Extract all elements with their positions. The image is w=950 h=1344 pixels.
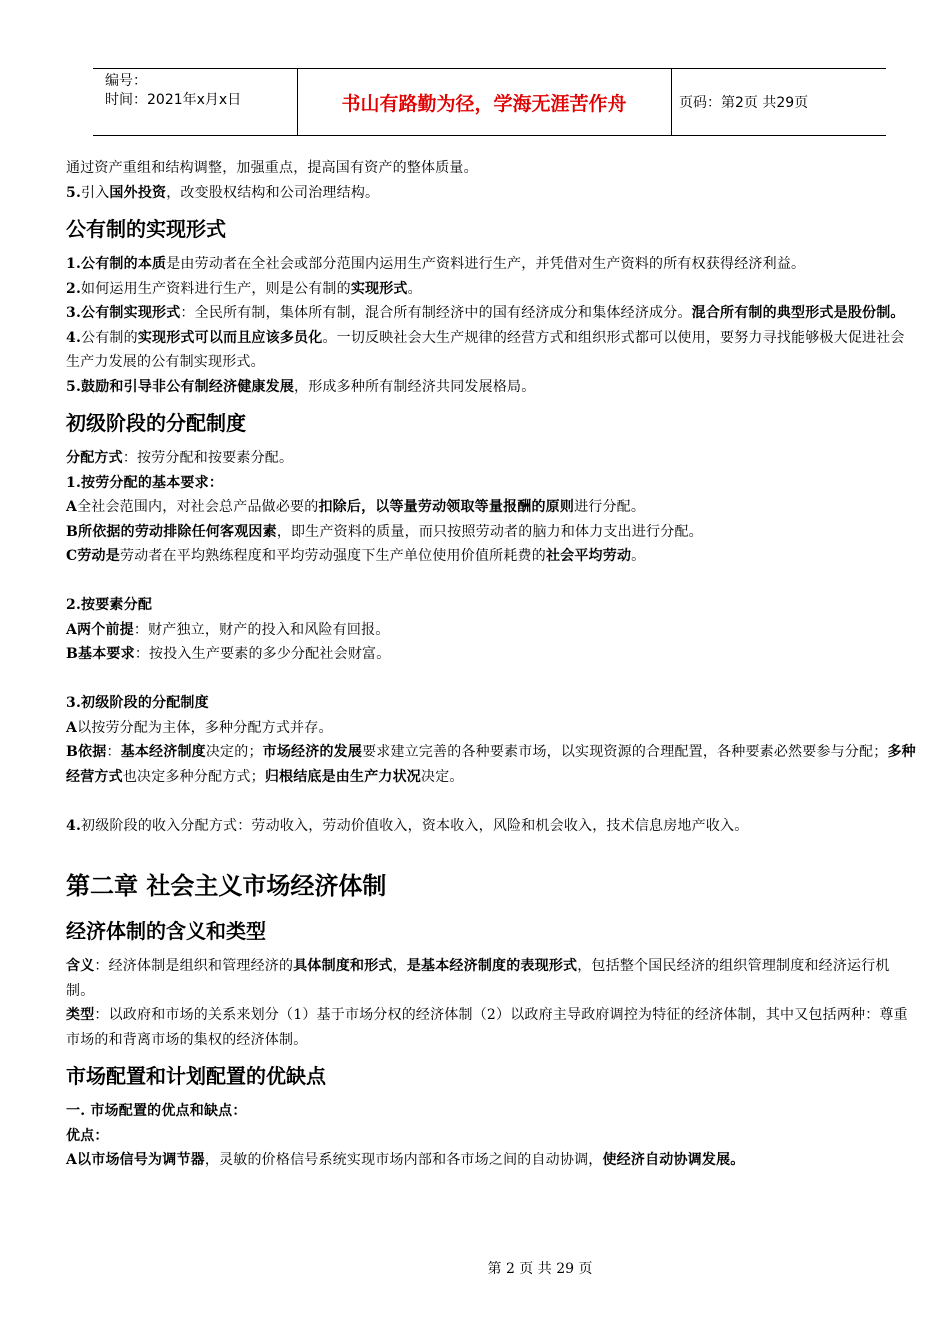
paragraph: 通过资产重组和结构调整，加强重点，提高国有资产的整体质量。 bbox=[66, 160, 478, 176]
bold-text-run: 一. 市场配置的优点和缺点： bbox=[66, 1103, 247, 1119]
paragraph bbox=[66, 1124, 916, 1149]
bold-text-run: 是基本经济制度的表现形式 bbox=[406, 958, 578, 974]
text-run: ，形成多种所有制经济共同发展格局。 bbox=[294, 378, 536, 395]
text-run: 决定。 bbox=[421, 768, 464, 785]
paragraph bbox=[66, 520, 916, 545]
document-body bbox=[66, 156, 916, 1173]
paragraph bbox=[66, 326, 916, 375]
bold-text-run: 社会平均劳动 bbox=[545, 548, 632, 564]
bold-text-run: 1.按劳分配的基本要求： bbox=[66, 474, 224, 491]
text-run: 进行分配。 bbox=[574, 499, 646, 515]
bold-text-run: 2.按要素分配 bbox=[66, 597, 153, 613]
bold-text-run: 4. bbox=[66, 329, 82, 346]
paragraph bbox=[66, 1003, 916, 1052]
bold-text-run: 3.初级阶段的分配制度 bbox=[66, 695, 209, 711]
text-run: ：按劳分配和按要素分配。 bbox=[122, 450, 294, 466]
bold-text-run: B基本要求 bbox=[66, 646, 135, 662]
bold-text-run: 2. bbox=[66, 280, 82, 297]
text-run: 引入 bbox=[81, 184, 110, 201]
bold-text-run: 5. bbox=[66, 184, 82, 201]
text-run: ： bbox=[106, 744, 121, 760]
bold-text-run: A以市场信号为调节器 bbox=[66, 1152, 205, 1168]
header-page-info: 页码：第2页 共29页 bbox=[679, 95, 809, 111]
text-run: 劳动者在平均熟练程度和平均劳动强度下生产单位使用价值所耗费的 bbox=[119, 548, 546, 564]
paragraph bbox=[66, 446, 916, 471]
bold-text-run: A bbox=[66, 499, 78, 515]
text-run: ：以政府和市场的关系来划分（1）基于市场分权的经济体制（2）以政府主导政府调控为特征的经济体制，其中又包括两种：尊重市场的和背离市场的集权的经济体制。 bbox=[66, 1007, 908, 1048]
bold-text-run: C劳动是 bbox=[66, 548, 120, 564]
text-run: ，包括整个国民经济的组织管理制度和经济运行机制。 bbox=[66, 958, 890, 999]
paragraph bbox=[66, 181, 916, 206]
paragraph bbox=[66, 740, 916, 789]
paragraph bbox=[66, 471, 916, 496]
bold-text-run: 归根结底是由生产力状况 bbox=[264, 768, 422, 785]
spacer bbox=[66, 667, 916, 692]
paragraph bbox=[66, 252, 916, 277]
header-meta bbox=[105, 72, 295, 110]
text-run: 以按劳分配为主体，多种分配方式并存。 bbox=[77, 719, 333, 736]
header-motto: 书山有路勤为径，学海无涯苦作舟 bbox=[341, 92, 627, 115]
paragraph bbox=[66, 1148, 916, 1173]
text-run: 。 bbox=[631, 548, 646, 564]
bold-text-run: B所依据的劳动排除任何客观因素 bbox=[66, 523, 277, 540]
text-run: 初级阶段的收入分配方式：劳动收入，劳动价值收入，资本收入，风险和机会收入，技术信息房地产收入。 bbox=[81, 817, 749, 834]
paragraph bbox=[66, 1099, 916, 1124]
spacer bbox=[66, 789, 916, 814]
header-number-label: 编号： bbox=[105, 73, 147, 89]
text-run: ， bbox=[392, 958, 407, 974]
text-run: 如何运用生产资料进行生产，则是公有制的 bbox=[81, 280, 351, 297]
page-header bbox=[93, 68, 886, 136]
text-run: 公有制的 bbox=[81, 329, 138, 346]
text-run: 决定的； bbox=[205, 744, 263, 760]
bold-text-run: 扣除后，以等量劳动领取等量报酬的原则 bbox=[318, 499, 575, 515]
paragraph bbox=[66, 544, 916, 569]
bold-text-run: 分配方式 bbox=[66, 450, 123, 466]
paragraph bbox=[66, 814, 916, 839]
bold-text-run: A两个前提 bbox=[66, 621, 134, 638]
bold-text-run: 基本经济制度 bbox=[120, 744, 206, 760]
bold-text-run: 实现形式可以而且应该多员化 bbox=[137, 329, 323, 346]
bold-text-run: 混合所有制的典型形式是股份制。 bbox=[691, 305, 905, 321]
text-run: ：财产独立，财产的投入和风险有回报。 bbox=[133, 621, 390, 638]
bold-text-run: B依据 bbox=[66, 744, 107, 760]
bold-text-run: 5.鼓励和引导非公有制经济健康发展 bbox=[66, 378, 295, 395]
header-divider-right bbox=[671, 68, 672, 136]
header-bottom-rule bbox=[93, 135, 886, 136]
text-run: 。一切反映社会大生产规律的经营方式和组织形式都可以使用，要努力寻找能够极大促进社会生产力发展的公有制实现形式。 bbox=[66, 329, 905, 370]
paragraph bbox=[66, 277, 916, 302]
paragraph bbox=[66, 716, 916, 741]
text-run: ：经济体制是组织和管理经济的 bbox=[94, 958, 294, 974]
text-run: 也决定多种分配方式； bbox=[122, 768, 265, 785]
section-heading: 公有制的实现形式 bbox=[66, 217, 226, 241]
paragraph bbox=[66, 954, 916, 1003]
bold-text-run: 优点： bbox=[66, 1127, 109, 1144]
text-run: ，灵敏的价格信号系统实现市场内部和各市场之间的自动协调， bbox=[204, 1152, 603, 1168]
paragraph bbox=[66, 642, 916, 667]
bold-text-run: 具体制度和形式 bbox=[293, 958, 393, 974]
bold-text-run: 3.公有制实现形式 bbox=[66, 305, 181, 321]
section-heading: 市场配置和计划配置的优缺点 bbox=[66, 1064, 326, 1088]
text-run: 。 bbox=[407, 280, 422, 297]
bold-text-run: A bbox=[66, 719, 78, 736]
paragraph bbox=[66, 691, 916, 716]
paragraph bbox=[66, 301, 916, 326]
section-heading: 经济体制的含义和类型 bbox=[66, 919, 266, 943]
bold-text-run: 市场经济的发展 bbox=[262, 744, 363, 760]
paragraph bbox=[66, 375, 916, 400]
text-run: ：全民所有制，集体所有制，混合所有制经济中的国有经济成分和集体经济成分。 bbox=[180, 305, 692, 321]
bold-text-run: 多种经营方式 bbox=[66, 744, 916, 785]
bold-text-run: 类型 bbox=[66, 1007, 95, 1023]
chapter-heading: 第二章 社会主义市场经济体制 bbox=[66, 872, 387, 900]
bold-text-run: 4. bbox=[66, 817, 82, 834]
text-run: ，即生产资料的质量，而只按照劳动者的脑力和体力支出进行分配。 bbox=[276, 523, 703, 540]
paragraph bbox=[66, 593, 916, 618]
bold-text-run: 国外投资 bbox=[109, 184, 167, 201]
text-run: 是由劳动者在全社会或部分范围内运用生产资料进行生产，并凭借对生产资料的所有权获得经济利益。 bbox=[166, 256, 806, 272]
text-run: 要求建立完善的各种要素市场，以实现资源的合理配置，各种要素必然要参与分配； bbox=[362, 744, 888, 760]
paragraph bbox=[66, 495, 916, 520]
page-footer: 第 2 页 共 29 页 bbox=[487, 1261, 593, 1277]
bold-text-run: 含义 bbox=[66, 958, 95, 974]
text-run: ：按投入生产要素的多少分配社会财富。 bbox=[134, 646, 391, 662]
header-time-label: 时间：2021年x月x日 bbox=[105, 92, 242, 108]
text-run: ，改变股权结构和公司治理结构。 bbox=[166, 184, 380, 201]
section-heading: 初级阶段的分配制度 bbox=[66, 411, 246, 435]
paragraph bbox=[66, 618, 916, 643]
bold-text-run: 实现形式 bbox=[350, 280, 408, 297]
spacer bbox=[66, 569, 916, 594]
bold-text-run: 1.公有制的本质 bbox=[66, 256, 167, 272]
text-run: 全社会范围内，对社会总产品做必要的 bbox=[77, 499, 319, 515]
bold-text-run: 使经济自动协调发展。 bbox=[602, 1152, 745, 1168]
